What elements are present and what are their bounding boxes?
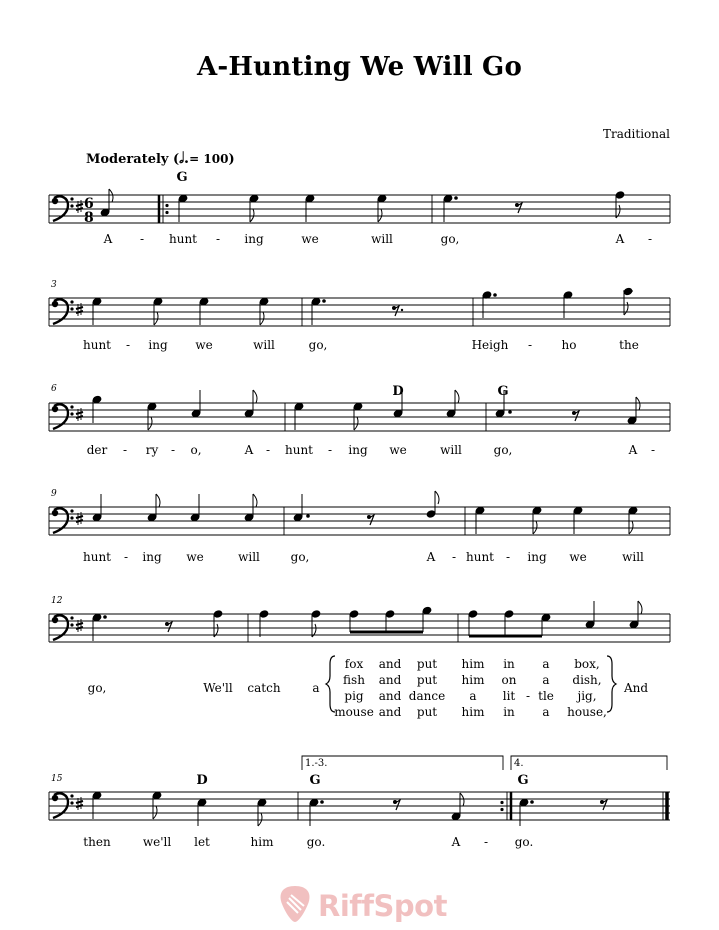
verse-3-hyphen: - bbox=[525, 689, 531, 703]
lyric-syllable: hunt bbox=[284, 443, 314, 457]
lyric-syllable: ing bbox=[244, 232, 264, 246]
lyric-syllable: ing bbox=[348, 443, 368, 457]
lyric-syllable: will bbox=[371, 232, 393, 246]
lyric-syllable: will bbox=[253, 338, 275, 352]
lyric-syllable: go, bbox=[87, 681, 107, 695]
lyric-syllable: ing bbox=[142, 550, 162, 564]
verse-4-syllable: house, bbox=[567, 705, 607, 719]
lyric-syllable: we bbox=[195, 338, 213, 352]
lyric-hyphen: - bbox=[327, 443, 333, 457]
verse-4-syllable: in bbox=[503, 705, 515, 719]
lyric-syllable: A bbox=[451, 835, 461, 849]
lyric-syllable: ry bbox=[145, 443, 159, 457]
lyric-syllable: the bbox=[619, 338, 639, 352]
measure-number: 15 bbox=[51, 774, 63, 784]
staff-system-2 bbox=[49, 287, 670, 326]
lyric-hyphen: - bbox=[125, 338, 131, 352]
volta-second-ending: 4. bbox=[514, 758, 524, 769]
verse-2-syllable: a bbox=[542, 673, 550, 687]
chord-symbol: G bbox=[176, 170, 188, 185]
verse-2-syllable: fish bbox=[343, 673, 365, 687]
lyric-syllable: him bbox=[250, 835, 274, 849]
lyric-hyphen: - bbox=[139, 232, 145, 246]
lyric-syllable: we bbox=[186, 550, 204, 564]
lyric-syllable: der bbox=[86, 443, 108, 457]
lyric-hyphen: - bbox=[265, 443, 271, 457]
chord-symbol: G bbox=[497, 384, 509, 399]
lyric-syllable: hunt bbox=[465, 550, 495, 564]
verse-1-syllable: him bbox=[461, 657, 485, 671]
lyric-syllable: go. bbox=[306, 835, 326, 849]
lyric-hyphen: - bbox=[650, 443, 656, 457]
lyric-hyphen: - bbox=[215, 232, 221, 246]
riffspot-watermark bbox=[278, 884, 447, 928]
lyric-syllable: we'll bbox=[142, 835, 172, 849]
lyric-syllable: we bbox=[569, 550, 587, 564]
lyric-hyphen: - bbox=[123, 550, 129, 564]
measure-number: 12 bbox=[51, 596, 63, 606]
lyric-syllable: we bbox=[389, 443, 407, 457]
lyric-syllable: hunt bbox=[82, 550, 112, 564]
verse-2-syllable: on bbox=[501, 673, 517, 687]
verse-3-syllable: and bbox=[378, 689, 402, 703]
lyric-syllable: will bbox=[440, 443, 462, 457]
time-sig-top: 6 bbox=[84, 196, 94, 212]
staff-system-1 bbox=[49, 189, 670, 226]
lyric-syllable: A bbox=[103, 232, 113, 246]
lyric-syllable: Heigh bbox=[471, 338, 509, 352]
lyric-syllable: A bbox=[426, 550, 436, 564]
measure-number: 9 bbox=[51, 489, 57, 499]
song-title: A-Hunting We Will Go bbox=[196, 52, 522, 82]
time-sig-bottom: 8 bbox=[84, 210, 94, 226]
verse-3-syllable: tle bbox=[538, 689, 554, 703]
dotted-half-note-icon: 𝅗𝅥. bbox=[179, 149, 190, 167]
lyric-hyphen: - bbox=[527, 338, 533, 352]
lyric-syllable: A bbox=[615, 232, 625, 246]
verse-1-syllable: in bbox=[503, 657, 515, 671]
lyric-syllable: ho bbox=[561, 338, 577, 352]
lyric-syllable: catch bbox=[247, 681, 281, 695]
chord-symbol: G bbox=[517, 773, 529, 788]
verse-1-syllable: a bbox=[542, 657, 550, 671]
lyric-syllable: ing bbox=[527, 550, 547, 564]
verse-3-syllable: lit bbox=[502, 689, 516, 703]
lyric-syllable: will bbox=[238, 550, 260, 564]
lyric-syllable: go, bbox=[440, 232, 460, 246]
verse-2-syllable: him bbox=[461, 673, 485, 687]
verse-1-syllable: box, bbox=[574, 657, 600, 671]
watermark-brand: RiffSpot bbox=[318, 889, 447, 923]
lyric-syllable: let bbox=[194, 835, 210, 849]
tempo-marking: Moderately (𝅗𝅥.= 100) bbox=[86, 149, 235, 167]
lyric-syllable: And bbox=[623, 681, 649, 695]
verse-4-syllable: a bbox=[542, 705, 550, 719]
lyric-syllable: We'll bbox=[203, 681, 233, 695]
guitar-pick-icon bbox=[278, 884, 312, 928]
verse-1-syllable: put bbox=[416, 657, 438, 671]
lyric-syllable: go. bbox=[514, 835, 534, 849]
lyric-syllable: A bbox=[628, 443, 638, 457]
lyric-hyphen: - bbox=[122, 443, 128, 457]
measure-number: 3 bbox=[51, 280, 57, 290]
chord-symbol: G bbox=[309, 773, 321, 788]
chord-symbol: D bbox=[196, 773, 208, 788]
lyric-hyphen: - bbox=[170, 443, 176, 457]
lyric-syllable: hunt bbox=[168, 232, 198, 246]
verse-2-syllable: dish, bbox=[572, 673, 602, 687]
verse-3-syllable: jig, bbox=[577, 689, 597, 703]
lyric-hyphen: - bbox=[505, 550, 511, 564]
lyric-syllable: we bbox=[301, 232, 319, 246]
lyric-hyphen: - bbox=[451, 550, 457, 564]
lyric-syllable: hunt bbox=[82, 338, 112, 352]
verse-4-syllable: and bbox=[378, 705, 402, 719]
staff-system-3 bbox=[49, 390, 670, 431]
verse-3-syllable: a bbox=[469, 689, 477, 703]
verse-2-syllable: and bbox=[378, 673, 402, 687]
verse-3-syllable: pig bbox=[344, 689, 364, 703]
volta-first-ending: 1.-3. bbox=[305, 758, 328, 769]
verse-2-syllable: put bbox=[416, 673, 438, 687]
verse-3-syllable: dance bbox=[408, 689, 446, 703]
lyric-syllable: will bbox=[622, 550, 644, 564]
lyric-hyphen: - bbox=[483, 835, 489, 849]
tempo-bpm: = 100 bbox=[189, 152, 229, 166]
verse-4-syllable: mouse bbox=[334, 705, 374, 719]
composer-credit: Traditional bbox=[602, 127, 670, 141]
staff-system-4 bbox=[49, 491, 670, 535]
lyric-syllable: A bbox=[244, 443, 254, 457]
verse-1-syllable: and bbox=[378, 657, 402, 671]
staff-system-6 bbox=[49, 756, 670, 826]
lyric-syllable: ing bbox=[148, 338, 168, 352]
lyric-syllable: go, bbox=[493, 443, 513, 457]
lyric-syllable: go, bbox=[290, 550, 310, 564]
verse-1-syllable: fox bbox=[344, 657, 364, 671]
verse-4-syllable: put bbox=[416, 705, 438, 719]
chord-symbol: D bbox=[392, 384, 404, 399]
lyric-syllable: then bbox=[83, 835, 111, 849]
verse-4-syllable: him bbox=[461, 705, 485, 719]
lyric-hyphen: - bbox=[647, 232, 653, 246]
tempo-text: Moderately bbox=[86, 152, 169, 167]
measure-number: 6 bbox=[51, 384, 57, 394]
lyric-syllable: a bbox=[312, 681, 320, 695]
lyric-syllable: go, bbox=[308, 338, 328, 352]
lyric-syllable: o, bbox=[190, 443, 202, 457]
